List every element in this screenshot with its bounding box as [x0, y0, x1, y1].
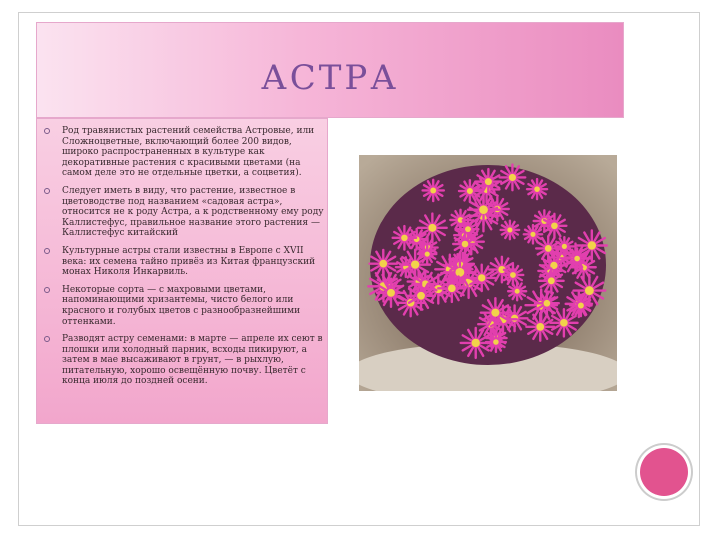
bullet-circle-icon	[44, 188, 50, 194]
aster-flower-photo	[359, 155, 617, 391]
bullet-item-5	[44, 334, 328, 387]
bullet-text-4: Некоторые сорта — с махровыми цветами, напоминающими хризантемы, чисто белого или красного и голубых цветов с разнообразнейшими оттенками.	[62, 284, 301, 327]
bullet-circle-icon	[44, 287, 50, 293]
bullet-list	[44, 126, 328, 394]
aster-bush-illustration	[359, 155, 617, 391]
bullet-circle-icon	[44, 336, 50, 342]
bullet-item-1	[44, 126, 328, 179]
bullet-item-4	[44, 285, 328, 327]
bullet-text-2: Следует иметь в виду, что растение, известное в цветоводстве под названием «садовая астра», относится не к роду Астра, а к родственному ему роду Каллистефус, правильное название этого растения — Каллистефус китайский	[62, 185, 324, 239]
slide-title: АСТРА	[260, 58, 400, 98]
bullet-circle-icon	[44, 248, 50, 254]
bullet-text-1: Род травянистых растений семейства Астровые, или Сложноцветные, включающий более 200 видов, широко распространенных в культуре как декоративные растения с красивыми цветами (на самом деле это не отдельные цветки, а соцветия).	[62, 126, 315, 179]
bullet-item-3	[44, 246, 328, 278]
bullet-circle-icon	[44, 128, 50, 134]
bullet-text-5: Разводят астру семенами: в марте — апреле их сеют в плошки или холодный парник, всходы пикируют, а затем в мае высаживают в грунт, — в рыхлую, питательную, хорошо освещённую почву. Цветёт с конца июля до поздней осени.	[62, 334, 323, 387]
bullet-item-2	[44, 186, 328, 239]
bullet-text-3: Культурные астры стали известны в Европе с XVII века: их семена тайно привёз из Китая французский монах Николя Инкарвиль.	[62, 245, 316, 278]
decorative-circle	[640, 448, 688, 496]
